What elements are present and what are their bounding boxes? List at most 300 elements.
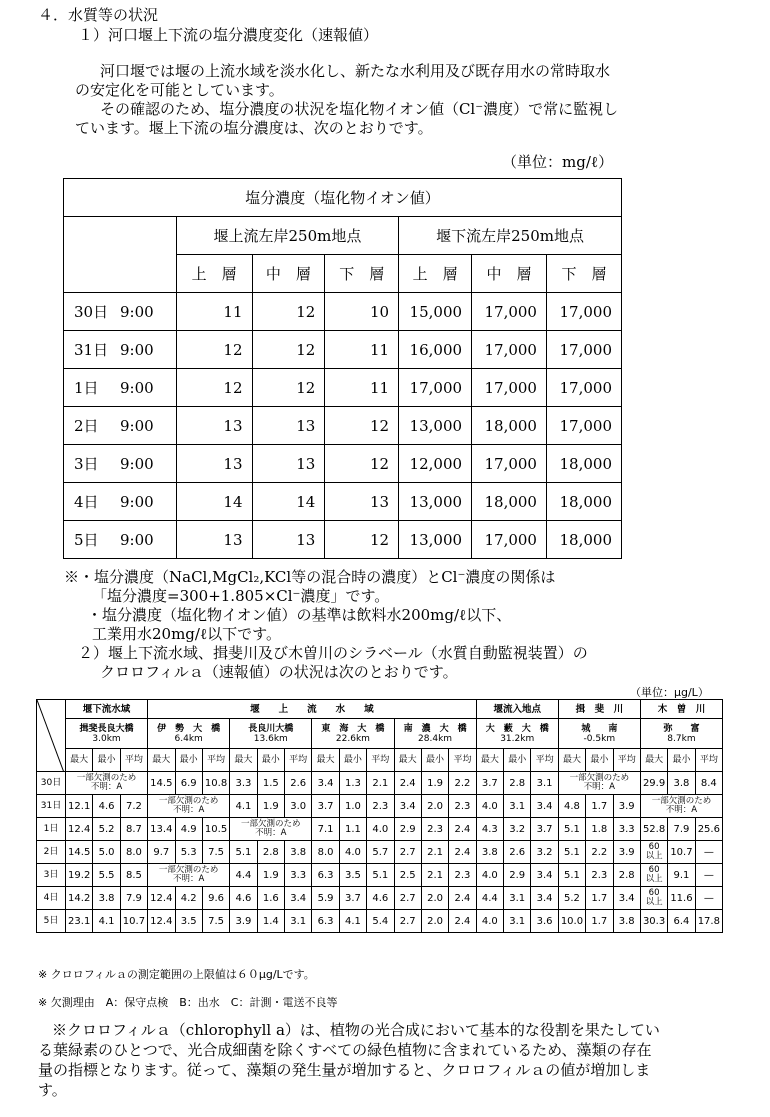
value-cell: 52.8	[640, 818, 667, 841]
value-cell: 3.6	[531, 910, 558, 933]
station-name: 南 濃 大 橋	[403, 723, 467, 734]
value-cell: 2.6	[285, 772, 312, 795]
over-limit-text: 以上	[645, 874, 663, 884]
value-cell: 18,000	[472, 483, 547, 521]
value-cell: 7.5	[202, 910, 229, 933]
missing-cell	[640, 795, 722, 818]
value-cell: 1.5	[257, 772, 284, 795]
value-cell: 14.5	[66, 841, 93, 864]
value-cell: 3.8	[668, 772, 695, 795]
time-label: 9:00	[120, 531, 154, 549]
value-cell: 1.1	[339, 818, 366, 841]
value-cell: 1.0	[339, 795, 366, 818]
area-header: 堰 上 流 水 域	[148, 700, 477, 719]
value-cell: 17,000	[472, 369, 547, 407]
value-cell: 3.8	[285, 841, 312, 864]
over-limit-text: 以上	[645, 851, 663, 861]
value-cell: 3.4	[394, 795, 421, 818]
missing-text: 一部欠測のため	[158, 865, 219, 875]
day-cell: 2日	[37, 841, 66, 864]
value-cell: 10.8	[202, 772, 229, 795]
layer-header: 中 層	[472, 255, 547, 293]
table-row	[37, 864, 723, 887]
value-cell: 5.1	[558, 841, 585, 864]
value-cell: 3.4	[312, 772, 339, 795]
value-cell: —	[695, 841, 722, 864]
station-name: 大 藪 大 橋	[485, 723, 549, 734]
value-cell: 3.8	[93, 887, 120, 910]
table-row	[64, 331, 622, 369]
value-cell: 2.8	[257, 841, 284, 864]
value-cell: 1.3	[339, 772, 366, 795]
table-row	[37, 772, 723, 795]
missing-cell	[230, 818, 312, 841]
date-cell	[64, 521, 177, 559]
value-cell: 13	[176, 445, 252, 483]
value-cell: 6.9	[175, 772, 202, 795]
value-cell: 8.0	[312, 841, 339, 864]
para1-line: 河口堰では堰の上流水域を淡水化し、新たな水利用及び既存用水の常時取水	[100, 62, 611, 80]
value-cell: 3.4	[531, 795, 558, 818]
date-cell	[64, 407, 177, 445]
subsection1-title: １）河口堰上下流の塩分濃度変化（速報値）	[78, 26, 379, 44]
salinity-table	[63, 178, 622, 559]
station-name: 弥 富	[663, 723, 700, 734]
value-cell: 3.1	[504, 887, 531, 910]
value-cell: 13,000	[399, 407, 472, 445]
value-cell: 4.0	[476, 795, 503, 818]
value-cell: 13	[252, 445, 325, 483]
value-cell: 3.4	[285, 887, 312, 910]
stat-label: 平均	[531, 749, 558, 772]
value-cell: 1.4	[257, 910, 284, 933]
value-cell: 8.0	[120, 841, 147, 864]
subsection2-title: クロロフィルａ（速報値）の状況は次のとおりです。	[100, 663, 458, 681]
value-cell: 3.2	[531, 841, 558, 864]
value-cell: 1.8	[586, 818, 613, 841]
value-cell: 1.7	[586, 887, 613, 910]
value-cell: 25.6	[695, 818, 722, 841]
value-cell: 30.3	[640, 910, 667, 933]
stat-label: 平均	[285, 749, 312, 772]
station-header	[558, 719, 640, 749]
value-cell: 2.4	[394, 772, 421, 795]
value-cell: 13,000	[399, 483, 472, 521]
chlorophyll-table	[36, 699, 723, 933]
missing-text: 一部欠測のため	[651, 796, 712, 806]
value-cell: 5.2	[93, 818, 120, 841]
value-cell: 4.0	[367, 818, 394, 841]
layer-header: 中 層	[252, 255, 325, 293]
day-cell: 4日	[37, 887, 66, 910]
value-cell: 2.7	[394, 910, 421, 933]
value-cell: 29.9	[640, 772, 667, 795]
stat-label: 最大	[66, 749, 93, 772]
value-cell: 3.5	[175, 910, 202, 933]
station-name: 伊 勢 大 橋	[157, 723, 221, 734]
empty-header	[64, 217, 177, 293]
group-downstream: 堰下流左岸250m地点	[399, 217, 622, 255]
value-cell: 3.9	[230, 910, 257, 933]
station-km: 13.6km	[253, 733, 288, 744]
value-cell: 12.1	[66, 795, 93, 818]
time-label: 9:00	[120, 341, 154, 359]
value-cell: 9.1	[668, 864, 695, 887]
station-header	[148, 719, 230, 749]
para1-line: ています。堰上下流の塩分濃度は、次のとおりです。	[75, 119, 433, 137]
value-cell: 8.5	[120, 864, 147, 887]
value-cell: 2.3	[421, 818, 448, 841]
value-cell: 18,000	[546, 445, 621, 483]
stat-label: 平均	[695, 749, 722, 772]
station-km: 6.4km	[174, 733, 203, 744]
value-cell: 17,000	[472, 293, 547, 331]
value-cell: 17,000	[546, 331, 621, 369]
value-cell: 2.1	[367, 772, 394, 795]
table-row	[37, 795, 723, 818]
value-cell: 19.2	[66, 864, 93, 887]
value-cell: 1.7	[586, 795, 613, 818]
value-cell: 12	[176, 331, 252, 369]
day-label: 31日	[74, 341, 109, 359]
missing-text: 不明：A	[173, 805, 205, 815]
missing-text: 一部欠測のため	[569, 773, 630, 783]
value-cell: 12	[252, 331, 325, 369]
value-cell: 14.5	[148, 772, 175, 795]
over-limit-cell	[640, 864, 667, 887]
diagonal-corner	[37, 700, 66, 772]
value-cell: 17,000	[472, 521, 547, 559]
over-limit-text: 60	[648, 842, 660, 852]
note1-line: 「塩分濃度=300+1.805×Cl⁻濃度」です。	[92, 587, 390, 605]
stat-label: 最大	[640, 749, 667, 772]
date-cell	[64, 483, 177, 521]
value-cell: 5.1	[558, 818, 585, 841]
value-cell: 2.2	[449, 772, 476, 795]
layer-header: 上 層	[399, 255, 472, 293]
stat-label: 平均	[367, 749, 394, 772]
station-km: 8.7km	[667, 733, 696, 744]
unit-label-2: （単位：μg/L）	[630, 686, 709, 699]
value-cell: 10.0	[558, 910, 585, 933]
note1-line: ・塩分濃度（塩化物イオン値）の基準は飲料水200mg/ℓ以下、	[87, 606, 512, 624]
area-header: 堰下流水域	[66, 700, 148, 719]
value-cell: 5.3	[175, 841, 202, 864]
value-cell: 2.7	[394, 841, 421, 864]
value-cell: 3.3	[230, 772, 257, 795]
date-cell	[64, 369, 177, 407]
value-cell: 3.8	[476, 841, 503, 864]
stat-label: 最大	[558, 749, 585, 772]
value-cell: 14.2	[66, 887, 93, 910]
value-cell: 12	[325, 407, 399, 445]
para1-line: その確認のため、塩分濃度の状況を塩化物イオン値（Cl⁻濃度）で常に監視し	[100, 100, 619, 118]
subsection2-title: ２）堰上下流水域、揖斐川及び木曽川のシラベール（水質自動監視装置）の	[78, 644, 588, 662]
table-title: 塩分濃度（塩化物イオン値）	[64, 179, 622, 217]
over-limit-cell	[640, 841, 667, 864]
value-cell: 5.2	[558, 887, 585, 910]
value-cell: 5.1	[367, 864, 394, 887]
value-cell: 2.2	[586, 841, 613, 864]
value-cell: 6.4	[668, 910, 695, 933]
value-cell: —	[695, 864, 722, 887]
value-cell: 4.9	[175, 818, 202, 841]
value-cell: 12	[176, 369, 252, 407]
missing-text: 不明：A	[665, 805, 698, 815]
value-cell: 8.4	[695, 772, 722, 795]
section-title: ４．水質等の状況	[38, 6, 159, 24]
value-cell: 5.4	[367, 910, 394, 933]
value-cell: 17,000	[472, 331, 547, 369]
value-cell: 9.7	[148, 841, 175, 864]
missing-cell	[558, 772, 640, 795]
missing-cell	[66, 772, 148, 795]
value-cell: 4.4	[230, 864, 257, 887]
value-cell: 12	[252, 369, 325, 407]
value-cell: 11	[325, 369, 399, 407]
value-cell: 12	[252, 293, 325, 331]
value-cell: 2.9	[504, 864, 531, 887]
station-km: 3.0km	[92, 733, 121, 744]
value-cell: 13.4	[148, 818, 175, 841]
value-cell: 4.0	[476, 910, 503, 933]
table-row	[37, 910, 723, 933]
day-label: 2日	[74, 417, 99, 435]
value-cell: 12,000	[399, 445, 472, 483]
value-cell: 7.2	[120, 795, 147, 818]
value-cell: 5.9	[312, 887, 339, 910]
value-cell: 13	[252, 407, 325, 445]
value-cell: 2.1	[421, 864, 448, 887]
note2-line: ※ 欠測理由 A：保守点検 B：出水 C：計測・電送不良等	[38, 996, 338, 1009]
value-cell: 4.6	[230, 887, 257, 910]
missing-cell	[148, 795, 230, 818]
station-name: 東 海 大 橋	[321, 723, 385, 734]
day-label: 1日	[74, 379, 99, 397]
table-row	[64, 483, 622, 521]
value-cell: 2.4	[449, 887, 476, 910]
value-cell: 2.3	[367, 795, 394, 818]
value-cell: 5.5	[93, 864, 120, 887]
note1-line: ※・塩分濃度（NaCl,MgCl₂,KCl等の混合時の濃度）とCl⁻濃度の関係は	[64, 568, 556, 586]
over-limit-text: 以上	[645, 897, 663, 907]
value-cell: 12	[325, 445, 399, 483]
value-cell: 14	[252, 483, 325, 521]
stat-label: 最小	[93, 749, 120, 772]
over-limit-text: 60	[648, 888, 660, 898]
value-cell: 14	[176, 483, 252, 521]
value-cell: 3.4	[613, 887, 640, 910]
value-cell: 1.7	[586, 910, 613, 933]
table-row	[64, 407, 622, 445]
note2-line: ※ クロロフィルａの測定範囲の上限値は６０μg/Lです。	[38, 968, 315, 981]
value-cell: 3.7	[339, 887, 366, 910]
value-cell: 3.3	[285, 864, 312, 887]
value-cell: 11	[325, 331, 399, 369]
value-cell: 10.7	[668, 841, 695, 864]
value-cell: 3.8	[613, 910, 640, 933]
value-cell: 2.3	[449, 864, 476, 887]
value-cell: 3.0	[285, 795, 312, 818]
value-cell: 2.8	[504, 772, 531, 795]
value-cell: 3.3	[613, 818, 640, 841]
stat-label: 平均	[613, 749, 640, 772]
value-cell: 1.9	[257, 795, 284, 818]
value-cell: 13	[325, 483, 399, 521]
value-cell: 3.7	[531, 818, 558, 841]
stat-label: 最小	[257, 749, 284, 772]
layer-header: 下 層	[325, 255, 399, 293]
value-cell: 3.4	[531, 887, 558, 910]
value-cell: 15,000	[399, 293, 472, 331]
para1-line: の安定化を可能としています。	[75, 81, 284, 99]
value-cell: 4.6	[93, 795, 120, 818]
stat-label: 最大	[476, 749, 503, 772]
day-cell: 30日	[37, 772, 66, 795]
value-cell: 2.0	[421, 910, 448, 933]
stat-label: 最小	[175, 749, 202, 772]
value-cell: 1.6	[257, 887, 284, 910]
value-cell: 3.5	[339, 864, 366, 887]
value-cell: 13	[176, 407, 252, 445]
table-row	[64, 293, 622, 331]
table-row	[64, 521, 622, 559]
value-cell: 4.6	[367, 887, 394, 910]
value-cell: 7.9	[120, 887, 147, 910]
value-cell: 2.8	[613, 864, 640, 887]
missing-text: 一部欠測のため	[241, 819, 301, 829]
para2-line: す。	[38, 1081, 67, 1099]
value-cell: 12.4	[66, 818, 93, 841]
station-header	[394, 719, 476, 749]
day-label: 4日	[74, 493, 99, 511]
group-upstream: 堰上流左岸250m地点	[176, 217, 398, 255]
para2-line: 量の指標となります。従って、藻類の発生量が増加すると、クロロフィルａの値が増加しま	[38, 1061, 651, 1079]
station-km: -0.5km	[583, 733, 616, 744]
value-cell: 17,000	[546, 407, 621, 445]
stat-label: 最小	[586, 749, 613, 772]
table-row	[64, 369, 622, 407]
value-cell: 3.1	[504, 910, 531, 933]
value-cell: 18,000	[546, 483, 621, 521]
value-cell: 12	[325, 521, 399, 559]
value-cell: 3.7	[476, 772, 503, 795]
table-row	[37, 818, 723, 841]
value-cell: 4.1	[339, 910, 366, 933]
table-row	[37, 887, 723, 910]
over-limit-cell	[640, 887, 667, 910]
value-cell: 13	[252, 521, 325, 559]
stat-label: 最小	[421, 749, 448, 772]
value-cell: 8.7	[120, 818, 147, 841]
value-cell: 17,000	[399, 369, 472, 407]
value-cell: 5.0	[93, 841, 120, 864]
value-cell: 11.6	[668, 887, 695, 910]
stat-label: 最大	[148, 749, 175, 772]
value-cell: 2.7	[394, 887, 421, 910]
layer-header: 上 層	[176, 255, 252, 293]
value-cell: 2.4	[449, 818, 476, 841]
value-cell: 7.9	[668, 818, 695, 841]
time-label: 9:00	[120, 379, 154, 397]
value-cell: 4.2	[175, 887, 202, 910]
value-cell: 4.0	[339, 841, 366, 864]
value-cell: 5.1	[230, 841, 257, 864]
diagonal-line	[37, 700, 66, 772]
value-cell: 11	[176, 293, 252, 331]
date-cell	[64, 445, 177, 483]
para2-line: る葉緑素のひとつで、光合成細菌を除くすべての緑色植物に含まれているため、藻類の存在	[38, 1041, 652, 1059]
missing-text: 不明：A	[173, 874, 205, 884]
stat-label: 最大	[394, 749, 421, 772]
value-cell: 3.2	[504, 818, 531, 841]
station-header	[640, 719, 722, 749]
stat-label: 平均	[449, 749, 476, 772]
value-cell: 4.0	[476, 864, 503, 887]
value-cell: 9.6	[202, 887, 229, 910]
station-name: 揖斐長良大橋	[79, 723, 134, 734]
value-cell: 16,000	[399, 331, 472, 369]
value-cell: 7.1	[312, 818, 339, 841]
day-label: 5日	[74, 531, 99, 549]
value-cell: 2.5	[394, 864, 421, 887]
value-cell: 13,000	[399, 521, 472, 559]
table-row	[37, 841, 723, 864]
value-cell: 4.4	[476, 887, 503, 910]
value-cell: 17.8	[695, 910, 722, 933]
value-cell: 23.1	[66, 910, 93, 933]
value-cell: 2.3	[586, 864, 613, 887]
stat-label: 最大	[230, 749, 257, 772]
value-cell: 17,000	[546, 293, 621, 331]
time-label: 9:00	[120, 417, 154, 435]
missing-cell	[148, 864, 230, 887]
value-cell: 18,000	[546, 521, 621, 559]
day-cell: 3日	[37, 864, 66, 887]
para2-line: ※クロロフィルａ（chlorophyll a）は、植物の光合成において基本的な役割を果たしてい	[52, 1021, 660, 1039]
stat-label: 平均	[202, 749, 229, 772]
value-cell: 2.1	[421, 841, 448, 864]
value-cell: 10	[325, 293, 399, 331]
station-km: 22.6km	[335, 733, 370, 744]
value-cell: 4.3	[476, 818, 503, 841]
missing-text: 一部欠測のため	[76, 773, 137, 783]
stat-label: 最小	[339, 749, 366, 772]
value-cell: 17,000	[472, 445, 547, 483]
value-cell: 18,000	[472, 407, 547, 445]
value-cell: 10.7	[120, 910, 147, 933]
value-cell: 5.1	[558, 864, 585, 887]
value-cell: 3.1	[285, 910, 312, 933]
station-header	[476, 719, 558, 749]
time-label: 9:00	[120, 455, 154, 473]
station-header	[230, 719, 312, 749]
table-row	[64, 445, 622, 483]
area-header: 堰流入地点	[476, 700, 558, 719]
missing-text: 一部欠測のため	[158, 796, 219, 806]
value-cell: 2.9	[394, 818, 421, 841]
over-limit-text: 60	[648, 865, 660, 875]
value-cell: 3.9	[613, 841, 640, 864]
value-cell: 12.4	[148, 887, 175, 910]
value-cell: 6.3	[312, 910, 339, 933]
value-cell: 17,000	[546, 369, 621, 407]
area-header: 木 曽 川	[640, 700, 722, 719]
value-cell: 12.4	[148, 910, 175, 933]
station-name: 城 南	[581, 723, 618, 734]
stat-label: 最小	[504, 749, 531, 772]
day-cell: 1日	[37, 818, 66, 841]
